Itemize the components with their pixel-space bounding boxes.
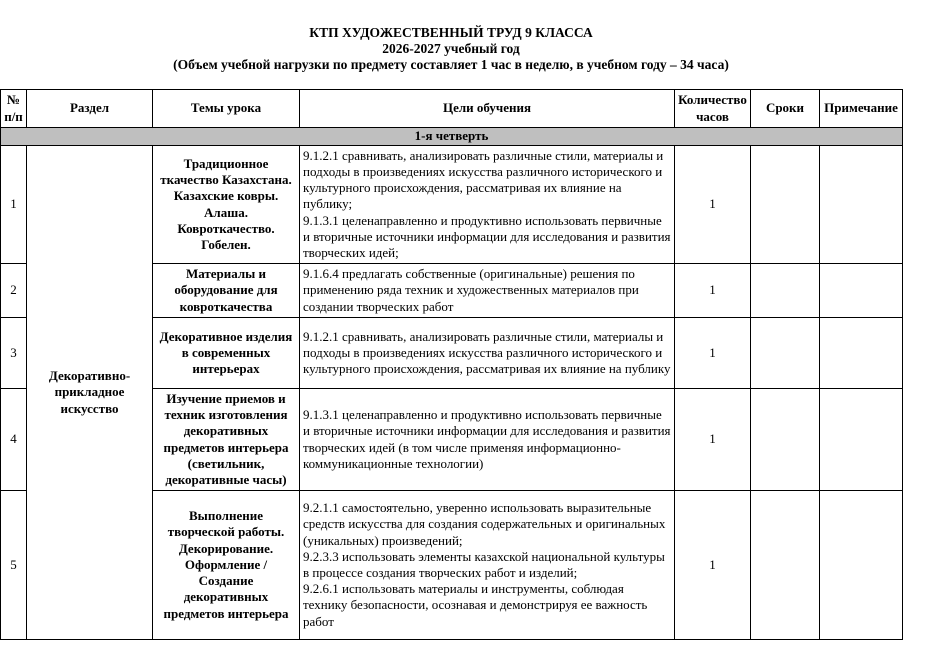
topic-cell: Декоративное изделия в современных интерьерах [153,318,300,389]
notes-cell[interactable] [820,318,903,389]
goals-cell [300,389,675,491]
topic-cell: Традиционное ткачество Казахстана. Казахские ковры. Алаша. Ковроткачество. Гобелен. [153,146,300,264]
column-header-notes: Примечание [820,90,903,128]
hours-cell: 1 [675,146,751,264]
goal-text: 9.2.3.3 использовать элементы казахской национальной культуры в процессе создания творческих работ и изделий; [303,548,665,580]
dates-cell[interactable] [751,318,820,389]
goals-cell [300,491,675,640]
table-row [1,146,903,264]
row-number: 5 [1,491,27,640]
column-header-goals: Цели обучения [300,90,675,128]
hours-cell: 1 [675,389,751,491]
workload-note: (Объем учебной нагрузки по предмету составляет 1 час в неделю, в учебном году – 34 часа) [173,57,729,72]
dates-cell[interactable] [751,264,820,318]
column-header-hours: Количество часов [675,90,751,128]
goal-text: 9.1.3.1 целенаправленно и продуктивно использовать первичные и вторичные источники информации для исследования и развития творческих идей; [303,212,671,260]
document-header [0,25,902,73]
goal-text: 9.1.3.1 целенаправленно и продуктивно использовать первичные и вторичные источники информации для исследования и развития творческих идей (в том числе применяя информационно-коммуникационные технологии) [303,407,671,471]
row-number: 2 [1,264,27,318]
document-title: КТП ХУДОЖЕСТВЕННЫЙ ТРУД 9 КЛАССА [309,25,593,40]
column-header-dates: Сроки [751,90,820,128]
goal-text: 9.1.2.1 сравнивать, анализировать различные стили, материалы и подходы в произведениях искусства различного исторического и культурного происхождения, рассматривая их влияние на публику; [303,147,664,212]
notes-cell[interactable] [820,491,903,640]
quarter-row [1,128,903,146]
hours-cell: 1 [675,318,751,389]
table-header-row [1,90,903,128]
dates-cell[interactable] [751,491,820,640]
topic-cell: Выполнение творческой работы. Декорирование. Оформление / Создание декоративных предметов интерьера [153,491,300,640]
notes-cell[interactable] [820,146,903,264]
goals-cell [300,146,675,264]
quarter-label: 1-я четверть [1,128,903,146]
goal-text: 9.2.6.1 использовать материалы и инструменты, соблюдая технику безопасности, осознавая и демонстрируя ее важность работ [303,581,648,629]
goals-cell [300,264,675,318]
hours-cell: 1 [675,264,751,318]
column-header-topic: Темы урока [153,90,300,128]
goal-text: 9.2.1.1 самостоятельно, уверенно использовать выразительные средств искусства для создания содержательных и оригинальных (уникальных) произведений; [303,500,666,548]
academic-year: 2026-2027 учебный год [382,41,520,56]
hours-cell: 1 [675,491,751,640]
topic-cell: Материалы и оборудование для ковроткачества [153,264,300,318]
row-number: 4 [1,389,27,491]
row-number: 1 [1,146,27,264]
notes-cell[interactable] [820,264,903,318]
dates-cell[interactable] [751,146,820,264]
goal-text: 9.1.2.1 сравнивать, анализировать различные стили, материалы и подходы в произведениях искусства различного исторического и культурного происхождения, рассматривая их влияние на публику [303,328,671,377]
goal-text: 9.1.6.4 предлагать собственные (оригинальные) решения по применению ряда техник и художественных материалов при создании творческих работ [303,266,639,314]
notes-cell[interactable] [820,389,903,491]
topic-cell: Изучение приемов и техник изготовления декоративных предметов интерьера (светильник, декоративные часы) [153,389,300,491]
section-cell: Декоративно-прикладное искусство [27,146,153,640]
ktp-table [0,89,903,640]
row-number: 3 [1,318,27,389]
dates-cell[interactable] [751,389,820,491]
column-header-section: Раздел [27,90,153,128]
column-header-num: № п/п [1,90,27,128]
goals-cell [300,318,675,389]
